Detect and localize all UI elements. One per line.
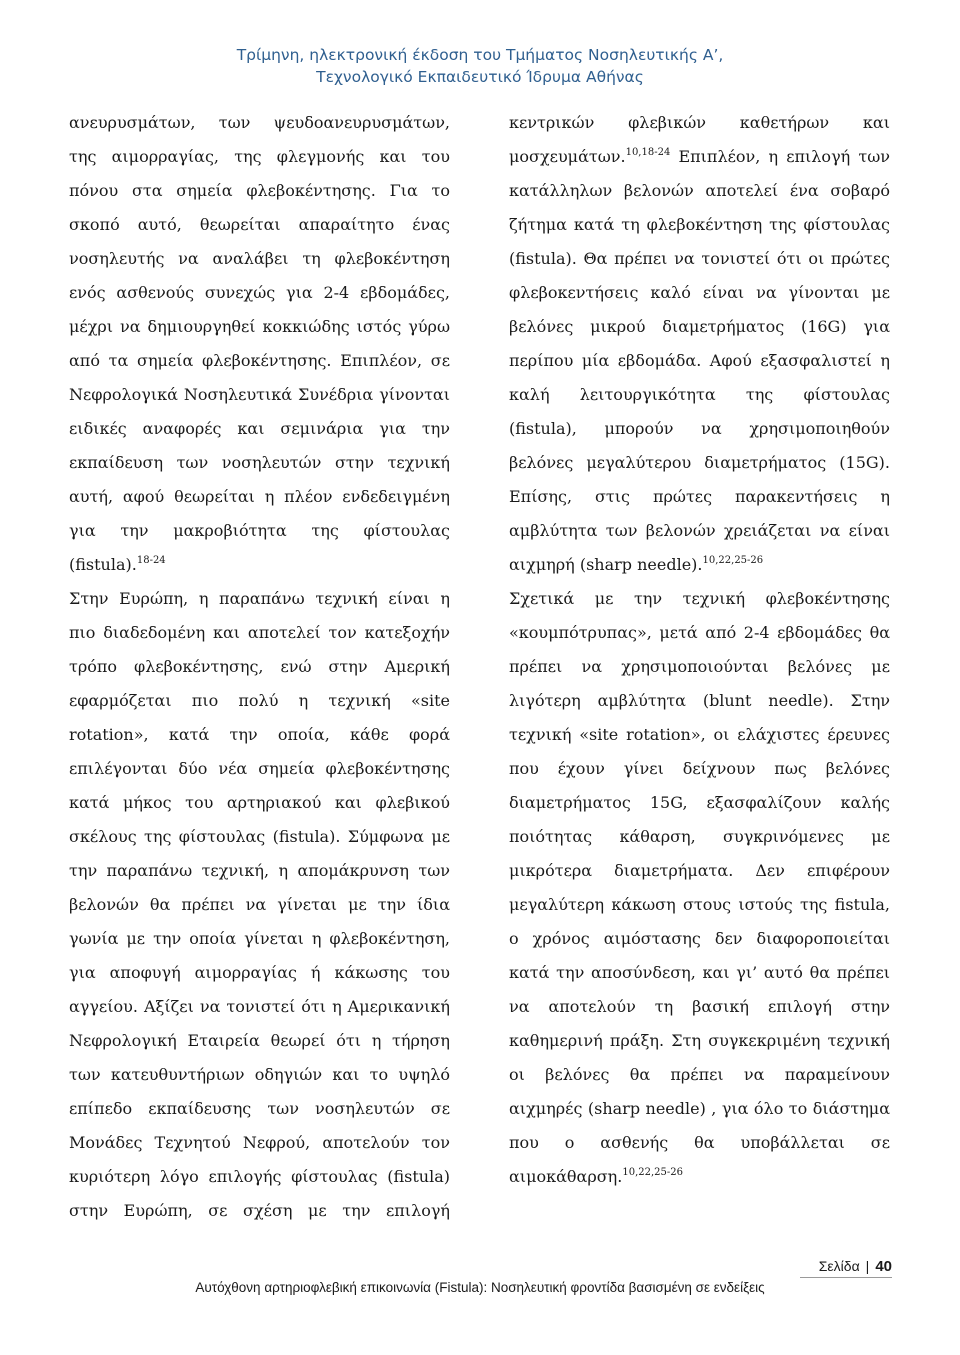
line-text: βελόνες μικρού διαμετρήματος (16G) για [509,317,890,336]
line-text: αμβλύτητα των βελονών χρειάζεται να είναι [509,521,890,540]
text-line [509,1092,890,1126]
text-line [509,752,890,786]
line-text: για την μακροβιότητα της φίστουλας [69,521,450,540]
line-text: ενός ασθενούς συνεχώς για 2-4 εβδομάδες, [69,283,450,302]
line-text: σκοπό αυτό, θεωρείται απαραίτητο ένας [69,215,450,234]
line-text: αιμοκάθαρση. [509,1167,623,1186]
text-line [69,276,450,310]
text-line [69,1126,450,1160]
text-line [509,854,890,888]
line-text: βελόνες μεγαλύτερου διαμετρήματος (15G). [509,453,890,472]
text-line [509,1126,890,1160]
line-text: καθημερινή πράξη. Στη συγκεκριμένη τεχνική [509,1031,890,1050]
page-number-block [819,1258,892,1275]
text-line [509,718,890,752]
text-line [69,616,450,650]
page-number: 40 [875,1258,892,1275]
line-text: Νεφρολογική Εταιρεία θεωρεί ότι η τήρηση [69,1031,450,1050]
line-text: από τα σημεία φλεβοκέντησης. Επιπλέον, σε [69,351,450,370]
text-line [509,650,890,684]
text-line [69,1024,450,1058]
right-text-column [509,106,890,1194]
text-line [509,922,890,956]
text-line [69,106,450,140]
line-text: που έχουν γίνει δείχνουν πως βελόνες [509,759,890,778]
line-text: στην Ευρώπη, σε σχέση με την επιλογή [69,1201,450,1220]
line-text: καλή λειτουργικότητα της φίστουλας [509,385,890,404]
line-text: πιο διαδεδομένη και αποτελεί τον κατεξοχήν [69,623,450,642]
line-text: λιγότερη αμβλύτητα (blunt needle). Στην [509,691,890,710]
line-text: (fistula). [69,555,137,574]
text-line [69,956,450,990]
text-line [509,616,890,650]
text-line [69,650,450,684]
line-text: που ο ασθενής θα υποβάλλεται σε [509,1133,890,1152]
text-line [509,310,890,344]
line-text: αιχμηρές (sharp needle) , για όλο το διάστημα [509,1099,890,1118]
line-text: κεντρικών φλεβικών καθετήρων και [509,113,890,132]
text-line [69,1092,450,1126]
left-text-column [69,106,450,1228]
text-line [69,1160,450,1194]
line-text: κατά μήκος του αρτηριακού και φλεβικού [69,793,450,812]
text-line [69,786,450,820]
text-line [509,990,890,1024]
journal-header-line-1: Τρίμηνη, ηλεκτρονική έκδοση του Τμήματος Νοσηλευτικής Α’, [236,46,724,64]
text-line [69,548,450,582]
line-text: επίπεδο εκπαίδευσης των νοσηλευτών σε [69,1099,450,1118]
citation-superscript: 10,18-24 [625,147,671,158]
line-text: Μονάδες Τεχνητού Νεφρού, αποτελούν τον [69,1133,450,1152]
text-line [69,922,450,956]
citation-superscript: 10,22,25-26 [702,555,764,566]
page-separator: | [865,1258,870,1274]
line-text: πρέπει να χρησιμοποιούνται βελόνες με [509,657,890,676]
line-text: εκπαίδευση των νοσηλευτών στην τεχνική [69,453,450,472]
text-line [509,106,890,140]
line-text: οι βελόνες θα πρέπει να παραμείνουν [509,1065,890,1084]
line-text: τρόπο φλεβοκέντησης, ενώ στην Αμερική [69,657,450,676]
text-line [509,582,890,616]
text-line [509,956,890,990]
article-title-footer: Αυτόχθονη αρτηριοφλεβική επικοινωνία (Fistula): Νοσηλευτική φροντίδα βασισμένη σε ενδείξεις [195,1280,765,1295]
text-line [69,582,450,616]
line-text: «κουμπότρυπας», μετά από 2-4 εβδομάδες θα [509,623,890,642]
text-line [509,242,890,276]
text-line [509,344,890,378]
line-text: την παραπάνω τεχνική, η απομάκρυνση των [69,861,450,880]
journal-header [0,44,960,88]
line-text: νοσηλευτής να αναλάβει τη φλεβοκέντηση [69,249,450,268]
line-text: αυτή, αφού θεωρείται η πλέον ενδεδειγμένη [69,487,450,506]
line-text: κυριότερη λόγο επιλογής φίστουλας (fistula) [69,1167,450,1186]
line-text: περίπου μία εβδομάδα. Αφού εξασφαλιστεί η [509,351,890,370]
line-text: ο χρόνος αιμόστασης δεν διαφοροποιείται [509,929,890,948]
text-line [69,752,450,786]
line-text: Επίσης, στις πρώτες παρακεντήσεις η [509,487,890,506]
journal-header-line-2: Τεχνολογικό Εκπαιδευτικό Ίδρυμα Αθήνας [316,68,644,86]
text-line [69,208,450,242]
line-text: πόνου στα σημεία φλεβοκέντησης. Για το [69,181,450,200]
line-text: επιλέγονται δύο νέα σημεία φλεβοκέντησης [69,759,450,778]
line-text: για αποφυγή αιμορραγίας ή κάκωσης του [69,963,450,982]
line-text: κατάλληλων βελονών αποτελεί ένα σοβαρό [509,181,890,200]
text-line [509,378,890,412]
line-text: αγγείου. Αξίζει να τονιστεί ότι η Αμερικανική [69,997,450,1016]
text-line [509,412,890,446]
line-text: διαμετρήματος 15G, εξασφαλίζουν καλής [509,793,890,812]
text-line [509,786,890,820]
line-text: εφαρμόζεται πιο πολύ η τεχνική «site [69,691,450,710]
line-text: κατά την αποσύνδεση, και γι’ αυτό θα πρέπει [509,963,890,982]
text-line [69,820,450,854]
text-line [509,140,890,174]
text-line [69,1194,450,1228]
text-line [509,888,890,922]
text-line [69,310,450,344]
line-text: μικρότερα διαμετρήματα. Δεν επιφέρουν [509,861,890,880]
text-line [69,242,450,276]
text-line [69,378,450,412]
text-line [69,990,450,1024]
line-text: (fistula), μπορούν να χρησιμοποιηθούν [509,419,890,438]
text-line [509,1160,890,1194]
text-line [69,684,450,718]
line-text: Σχετικά με την τεχνική φλεβοκέντησης [509,589,890,608]
line-text: της αιμορραγίας, της φλεγμονής και του [69,147,450,166]
line-text: των κατευθυντήριων οδηγιών και το υψηλό [69,1065,450,1084]
text-line [69,888,450,922]
text-line [509,446,890,480]
text-line [69,1058,450,1092]
line-text: (fistula). Θα πρέπει να τονιστεί ότι οι πρώτες [509,249,890,268]
line-text: μοσχευμάτων. [509,147,626,166]
line-text: φλεβοκεντήσεις καλό είναι να γίνονται με [509,283,890,302]
line-text: rotation», κατά την οποία, κάθε φορά [69,725,450,744]
line-text: Νεφρολογικά Νοσηλευτικά Συνέδρια γίνονται [69,385,450,404]
line-text-continuation: Επιπλέον, η επιλογή των [670,147,890,166]
text-line [509,684,890,718]
text-line [69,854,450,888]
text-line [69,514,450,548]
line-text: Στην Ευρώπη, η παραπάνω τεχνική είναι η [69,589,450,608]
text-line [509,208,890,242]
text-line [509,276,890,310]
text-line [509,514,890,548]
text-line [509,548,890,582]
line-text: μεγαλύτερη κάκωση στους ιστούς της fistula, [509,895,890,914]
line-text: σκέλους της φίστουλας (fistula). Σύμφωνα με [69,827,450,846]
text-line [69,344,450,378]
line-text: τεχνική «site rotation», οι ελάχιστες έρευνες [509,725,890,744]
line-text: ζήτημα κατά τη φλεβοκέντηση της φίστουλας [509,215,890,234]
line-text: αιχμηρή (sharp needle). [509,555,703,574]
text-line [69,412,450,446]
text-line [69,718,450,752]
line-text: να αποτελούν τη βασική επιλογή στην [509,997,890,1016]
line-text: γωνία με την οποία γίνεται η φλεβοκέντηση, [69,929,450,948]
text-line [509,820,890,854]
text-line [509,1024,890,1058]
text-line [69,174,450,208]
text-line [69,140,450,174]
text-line [509,1058,890,1092]
line-text: ποιότητας κάθαρση, συγκρινόμενες με [509,827,890,846]
line-text: ανευρυσμάτων, των ψευδοανευρυσμάτων, [69,113,450,132]
line-text: μέχρι να δημιουργηθεί κοκκιώδης ιστός γύρω [69,317,450,336]
footer-divider [800,1277,892,1278]
page-label: Σελίδα [818,1258,860,1274]
text-line [69,446,450,480]
line-text: ειδικές αναφορές και σεμινάρια για την [69,419,450,438]
text-line [69,480,450,514]
citation-superscript: 10,22,25-26 [622,1167,683,1178]
citation-superscript: 18-24 [136,555,166,566]
text-line [509,480,890,514]
line-text: βελονών θα πρέπει να γίνεται με την ίδια [69,895,450,914]
text-line [509,174,890,208]
